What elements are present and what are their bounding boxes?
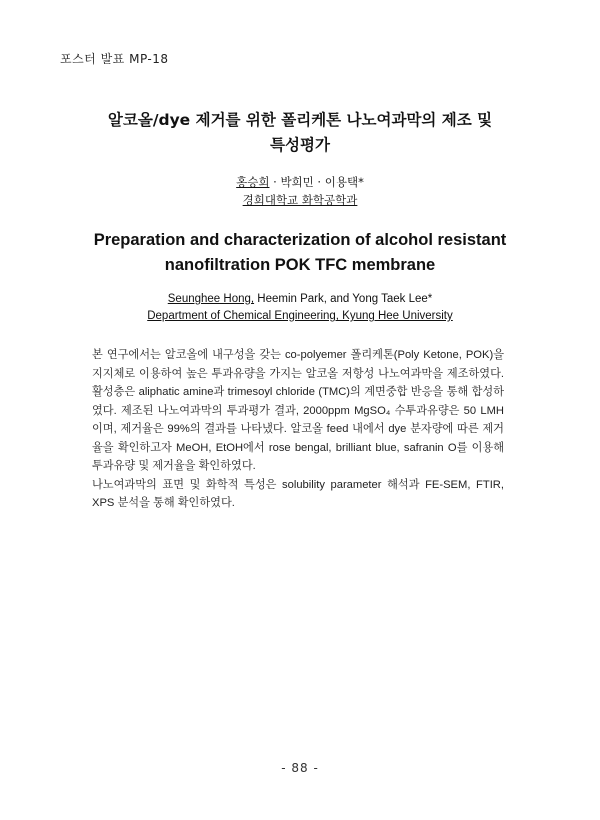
english-coauthors: Heemin Park, and Yong Taek Lee* [254, 293, 433, 305]
english-title-line-1: Preparation and characterization of alcohol resistant [93, 231, 507, 249]
english-author-block [80, 291, 520, 325]
korean-authors [100, 173, 500, 191]
korean-presenter-name: 홍승희 [236, 175, 270, 189]
korean-coauthors: · 박희민 · 이용택* [269, 175, 364, 189]
session-label: 포스터 발표 MP-18 [60, 52, 169, 66]
korean-affiliation: 경희대학교 화학공학과 [242, 193, 358, 207]
abstract-body: 본 연구에서는 알코올에 내구성을 갖는 co-polyemer 폴리케톤(Poly Ketone, POK)을 지지체로 이용하여 높은 투과유량을 가지는 알코올 저항성 나노여과막을 제조하였다. 활성층은 aliphatic amine과 trimesoyl chloride (TMC)의 계면중합 반응을 통해 합성하였다. 제조된 나노여과막의 투과평가 결과, 2000ppm MgSO₄ 수투과유량은 50 LMH이며, 제거율은 99%의 결과를 나타냈다. 알코올 feed 내에서 dye 분자량에 따른 제거율을 확인하고자 MeOH, EtOH에서 rose bengal, brilliant blue, safranin O를 이용해 투과유량 및 제거율을 확인하였다. 나노여과막의 표면 및 화학적 특성은 solubility parameter 해석과 FE-SEM, FTIR, XPS 분석을 통해 확인하였다. [92, 349, 504, 509]
korean-title-line-2: 특성평가 [270, 136, 330, 154]
page-number: - 88 - [281, 761, 319, 775]
english-title-line-2: nanofiltration POK TFC membrane [164, 256, 436, 274]
english-presenter-name: Seunghee Hong, [167, 293, 255, 305]
english-authors [80, 291, 520, 308]
korean-title [90, 108, 510, 158]
korean-author-block [100, 173, 500, 209]
english-title [60, 228, 540, 278]
korean-title-line-1: 알코올/dye 제거를 위한 폴리케톤 나노여과막의 제조 및 [107, 111, 493, 129]
english-affiliation: Department of Chemical Engineering, Kyung Hee University [147, 310, 453, 322]
